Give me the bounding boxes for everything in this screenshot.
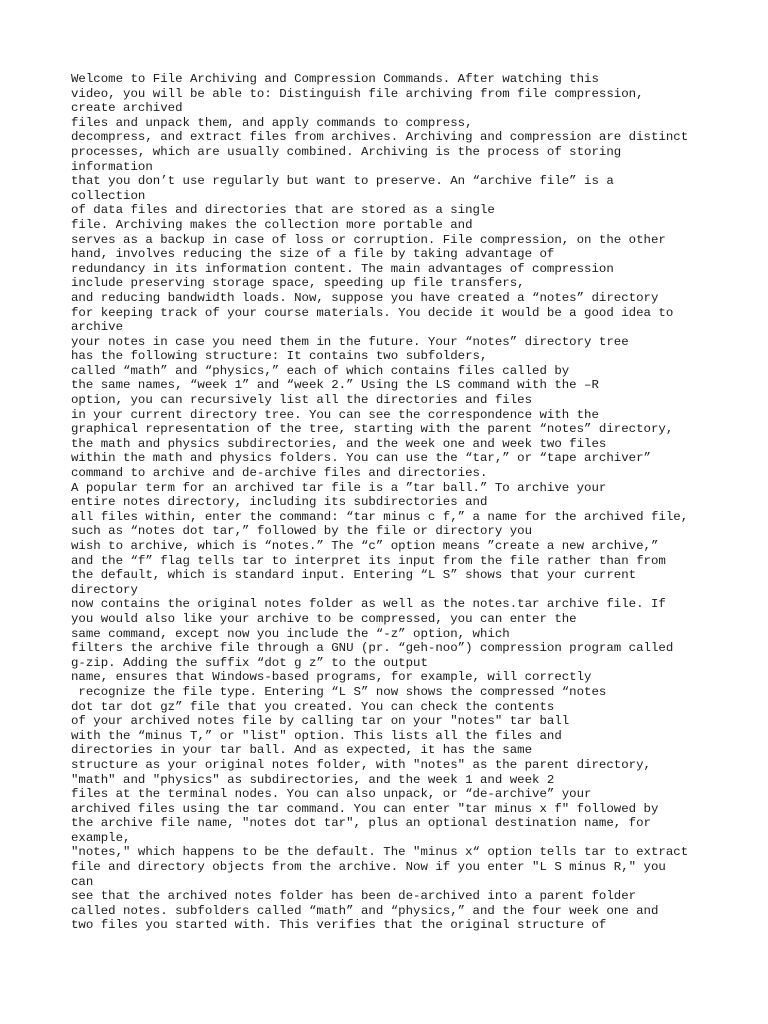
document-page xyxy=(71,72,751,933)
text-line: g-zip. Adding the suffix “dot g z” to the output xyxy=(71,655,428,670)
text-line: two files you started with. This verifies that the original structure of xyxy=(71,918,607,933)
text-line: example, xyxy=(71,830,131,845)
text-line: filters the archive file through a GNU (pr. “geh-noo”) compression program called xyxy=(71,641,674,656)
text-line: archive xyxy=(71,320,124,335)
text-line: the default, which is standard input. Entering “L S” shows that your current xyxy=(71,568,637,583)
text-line: see that the archived notes folder has been de-archived into a parent folder xyxy=(71,889,637,904)
text-line: the same names, “week 1” and “week 2.” Using the LS command with the –R xyxy=(71,378,599,393)
text-line: command to archive and de-archive files and directories. xyxy=(71,466,488,481)
text-line: for keeping track of your course materials. You decide it would be a good idea to xyxy=(71,305,674,320)
text-line: A popular term for an archived tar file is a ”tar ball.” To archive your xyxy=(71,480,607,495)
text-line: within the math and physics folders. You can use the “tar,” or “tape archiver” xyxy=(71,451,651,466)
text-line: option, you can recursively list all the directories and files xyxy=(71,393,533,408)
document-body xyxy=(71,72,751,933)
text-line: include preserving storage space, speeding up file transfers, xyxy=(71,276,525,291)
text-line: your notes in case you need them in the future. Your “notes” directory tree xyxy=(71,334,629,349)
text-line: archived files using the tar command. You can enter "tar minus x f" followed by xyxy=(71,801,659,816)
text-line: files at the terminal nodes. You can also unpack, or “de-archive” your xyxy=(71,787,592,802)
text-line: dot tar dot gz” file that you created. You can check the contents xyxy=(71,699,555,714)
text-line: "math" and "physics" as subdirectories, and the week 1 and week 2 xyxy=(71,772,555,787)
text-line: directories in your tar ball. And as expected, it has the same xyxy=(71,743,533,758)
text-line: wish to archive, which is “notes.” The “c” option means ”create a new archive,” xyxy=(71,539,659,553)
text-line: the archive file name, "notes dot tar", plus an optional destination name, for xyxy=(71,816,651,831)
text-line: in your current directory tree. You can see the correspondence with the xyxy=(71,407,599,422)
text-line: called “math” and “physics,” each of which contains files called by xyxy=(71,363,570,378)
text-line: "notes," which happens to be the default. The "minus x“ option tells tar to extract xyxy=(71,845,689,860)
text-line: name, ensures that Windows-based programs, for example, will correctly xyxy=(71,670,592,685)
text-line: collection xyxy=(71,188,146,203)
text-line: information xyxy=(71,159,153,174)
text-line: can xyxy=(71,874,94,889)
text-line: video, you will be able to: Distinguish file archiving from file compression, xyxy=(71,86,644,101)
text-line: files and unpack them, and apply commands to compress, xyxy=(71,115,473,130)
text-line: decompress, and extract files from archives. Archiving and compression are distinct xyxy=(71,130,689,145)
text-line: redundancy in its information content. The main advantages of compression xyxy=(71,261,614,276)
text-line: file and directory objects from the archive. Now if you enter "L S minus R," you xyxy=(71,860,666,875)
text-line: of your archived notes file by calling tar on your "notes" tar ball xyxy=(71,714,570,729)
text-line: serves as a backup in case of loss or corruption. File compression, on the other xyxy=(71,232,666,247)
text-line: such as “notes dot tar,” followed by the file or directory you xyxy=(71,524,533,539)
text-line: has the following structure: It contains two subfolders, xyxy=(71,349,488,364)
text-line: structure as your original notes folder, with "notes" as the parent directory, xyxy=(71,757,651,772)
text-line: and reducing bandwidth loads. Now, suppose you have created a “notes” directory xyxy=(71,290,659,305)
text-line: file. Archiving makes the collection more portable and xyxy=(71,217,473,232)
text-line: and the “f” flag tells tar to interpret its input from the file rather than from xyxy=(71,553,666,568)
text-line: Welcome to File Archiving and Compression Commands. After watching this xyxy=(71,72,599,86)
text-line: entire notes directory, including its subdirectories and xyxy=(71,495,488,510)
text-line: hand, involves reducing the size of a file by taking advantage of xyxy=(71,247,555,262)
text-line: same command, except now you include the “-z” option, which xyxy=(71,626,510,641)
text-line: all files within, enter the command: “tar minus c f,” a name for the archived file, xyxy=(71,509,689,524)
text-line: create archived xyxy=(71,101,183,116)
text-line: graphical representation of the tree, starting with the parent “notes” directory, xyxy=(71,422,674,437)
text-line: directory xyxy=(71,582,138,597)
text-line: you would also like your archive to be compressed, you can enter the xyxy=(71,611,577,626)
text-line: with the “minus T,” or "list" option. This lists all the files and xyxy=(71,728,562,743)
text-line: recognize the file type. Entering “L S” now shows the compressed “notes xyxy=(71,684,607,699)
text-line: the math and physics subdirectories, and the week one and week two files xyxy=(71,436,607,451)
text-line: now contains the original notes folder as well as the notes.tar archive file. If xyxy=(71,597,666,612)
text-line: that you don’t use regularly but want to preserve. An “archive file” is a xyxy=(71,174,614,189)
text-line: of data files and directories that are stored as a single xyxy=(71,203,495,218)
text-line: processes, which are usually combined. Archiving is the process of storing xyxy=(71,144,622,159)
text-line: called notes. subfolders called “math” and “physics,” and the four week one and xyxy=(71,903,659,918)
